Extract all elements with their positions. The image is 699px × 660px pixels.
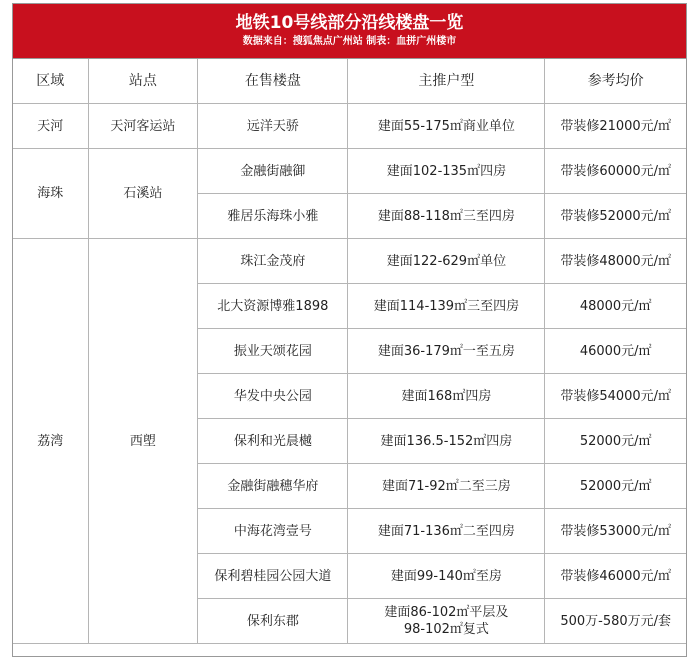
header-station: 站点: [88, 59, 198, 104]
price-cell: 带装修46000元/㎡: [545, 554, 686, 599]
project-cell: 远洋天骄: [198, 104, 348, 149]
header-unit-type: 主推户型: [348, 59, 545, 104]
price-cell: 48000元/㎡: [545, 284, 686, 329]
listing-table: [13, 59, 686, 644]
project-cell: 保利东郡: [198, 599, 348, 644]
project-cell: 雅居乐海珠小雅: [198, 194, 348, 239]
unit-type-cell: 建面88-118㎡三至四房: [348, 194, 545, 239]
station-cell: 西塱: [88, 239, 198, 644]
project-cell: 珠江金茂府: [198, 239, 348, 284]
header-row: [13, 59, 686, 104]
district-cell: 荔湾: [13, 239, 88, 644]
unit-type-line: 建面86-102㎡平层及: [384, 605, 509, 620]
unit-type-cell: 建面71-92㎡二至三房: [348, 464, 545, 509]
table-row: [13, 149, 686, 194]
price-cell: 带装修52000元/㎡: [545, 194, 686, 239]
price-cell: 500万-580万元/套: [545, 599, 686, 644]
unit-type-cell: 建面55-175㎡商业单位: [348, 104, 545, 149]
project-cell: 金融街融穗华府: [198, 464, 348, 509]
header-district: 区域: [13, 59, 88, 104]
project-cell: 保利碧桂园公园大道: [198, 554, 348, 599]
project-cell: 金融街融御: [198, 149, 348, 194]
header-project: 在售楼盘: [198, 59, 348, 104]
table-source: 数据来自：搜狐焦点广州站 制表：血拼广州楼市: [242, 36, 457, 47]
unit-type-cell: 建面102-135㎡四房: [348, 149, 545, 194]
listing-table-card: [12, 3, 687, 657]
project-cell: 北大资源博雅1898: [198, 284, 348, 329]
unit-type-cell: 建面36-179㎡一至五房: [348, 329, 545, 374]
unit-type-cell: 建面122-629㎡单位: [348, 239, 545, 284]
unit-type-line: 98-102㎡复式: [403, 622, 489, 637]
price-cell: 52000元/㎡: [545, 464, 686, 509]
price-cell: 带装修60000元/㎡: [545, 149, 686, 194]
unit-type-cell: 建面99-140㎡至房: [348, 554, 545, 599]
table-row: [13, 104, 686, 149]
unit-type-cell: 建面71-136㎡二至四房: [348, 509, 545, 554]
table-banner: [13, 4, 686, 59]
project-cell: 华发中央公园: [198, 374, 348, 419]
price-cell: 52000元/㎡: [545, 419, 686, 464]
unit-type-cell: [348, 599, 545, 644]
table-title: 地铁10号线部分沿线楼盘一览: [235, 13, 464, 33]
district-cell: 海珠: [13, 149, 88, 239]
project-cell: 保利和光晨樾: [198, 419, 348, 464]
station-cell: 石溪站: [88, 149, 198, 239]
district-cell: 天河: [13, 104, 88, 149]
table-row: [13, 239, 686, 284]
price-cell: 带装修53000元/㎡: [545, 509, 686, 554]
price-cell: 46000元/㎡: [545, 329, 686, 374]
unit-type-cell: 建面168㎡四房: [348, 374, 545, 419]
project-cell: 中海花湾壹号: [198, 509, 348, 554]
station-cell: 天河客运站: [88, 104, 198, 149]
price-cell: 带装修21000元/㎡: [545, 104, 686, 149]
header-price: 参考均价: [545, 59, 686, 104]
price-cell: 带装修48000元/㎡: [545, 239, 686, 284]
unit-type-cell: 建面114-139㎡三至四房: [348, 284, 545, 329]
project-cell: 振业天颂花园: [198, 329, 348, 374]
price-cell: 带装修54000元/㎡: [545, 374, 686, 419]
unit-type-cell: 建面136.5-152㎡四房: [348, 419, 545, 464]
